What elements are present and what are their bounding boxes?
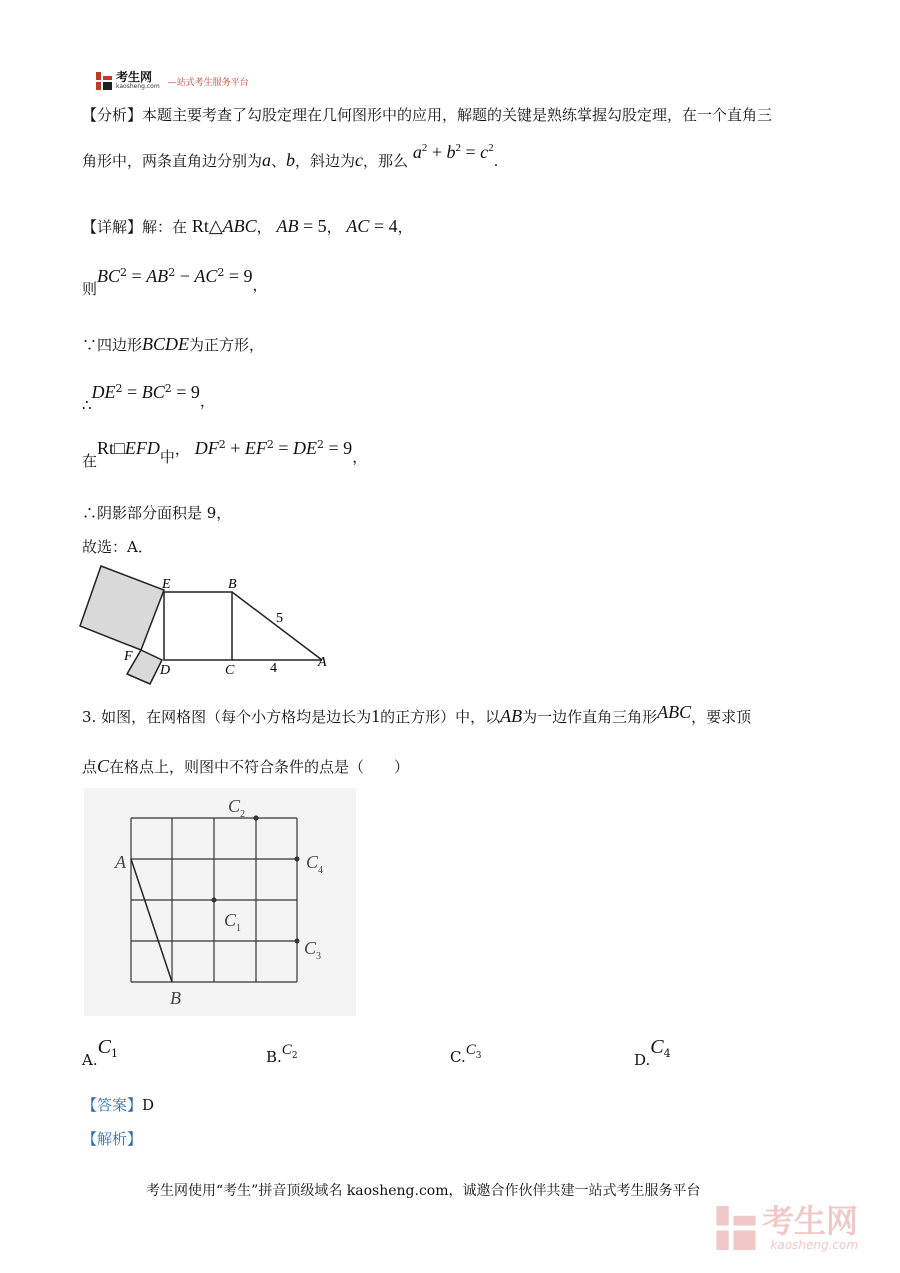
- eq: =: [122, 382, 142, 402]
- option-c[interactable]: [450, 1040, 482, 1066]
- analysis-text-2b: ，斜边为: [295, 152, 356, 170]
- then: 则: [82, 280, 98, 298]
- label-ca-length: 4: [270, 661, 277, 676]
- analysis-text-1: 本题主要考查了勾股定理在几何图形中的应用，解题的关键是熟练掌握勾股定理，在一个直角三: [142, 106, 773, 124]
- option-b[interactable]: [266, 1040, 298, 1066]
- analysis2-tag: 【解析】: [82, 1130, 143, 1148]
- exp: 2: [164, 382, 172, 395]
- period: .: [493, 152, 499, 170]
- label-a: A: [318, 655, 327, 670]
- watermark-words: [762, 1204, 858, 1252]
- minus: −: [175, 266, 195, 286]
- detail-tag: 【详解】: [82, 218, 143, 236]
- side-ab: [232, 592, 322, 660]
- exp: 2: [218, 438, 226, 451]
- point-c4: [295, 857, 300, 862]
- comma: ，: [252, 276, 268, 294]
- option-b-sub: 2: [291, 1051, 298, 1061]
- exp: 2: [488, 142, 494, 154]
- square-bcde: [164, 592, 232, 660]
- grid-label-c4: $C_4$: [306, 852, 324, 876]
- exp: 2: [317, 438, 325, 451]
- var-a: a: [262, 150, 272, 170]
- eq-c: c: [480, 142, 489, 162]
- comma: ，: [174, 440, 190, 458]
- exp: 2: [115, 382, 123, 395]
- q3-text-a: 3. 如图，在网格图（每个小方格均是边长为: [82, 708, 372, 726]
- eq: =: [127, 266, 147, 286]
- grid-label-c3: $C_3$: [304, 938, 322, 962]
- point-c2: [254, 816, 259, 821]
- abc: ABC: [222, 216, 257, 236]
- analysis-text-2c: ，那么: [363, 152, 409, 170]
- detail-line-2: [82, 266, 268, 298]
- footer-text: 考生网使用“考生”拼音顶级域名 kaosheng.com，诚邀合作伙伴共建一站式考生服务平台: [146, 1183, 701, 1199]
- eq-a: a: [412, 142, 422, 162]
- label-c: C: [225, 663, 235, 678]
- comma: ，: [352, 448, 368, 466]
- figure-square-triangle: [78, 562, 340, 692]
- bc: BC: [141, 382, 165, 402]
- detail-line-4: [82, 382, 215, 414]
- grid-label-b: B: [170, 988, 181, 1008]
- option-c-sub: 3: [475, 1051, 482, 1061]
- eq: =: [273, 438, 294, 458]
- q3-text-e: 点: [82, 758, 98, 776]
- option-c-var: C: [465, 1042, 476, 1058]
- ac-val: = 4: [369, 216, 398, 236]
- bc: BC: [97, 266, 121, 286]
- in: 在: [82, 452, 98, 470]
- pythagoras-formula: [413, 142, 494, 162]
- watermark: [716, 1204, 858, 1252]
- comma: ，: [326, 218, 342, 236]
- var-c: c: [355, 150, 364, 170]
- analysis-line-1: [82, 104, 772, 125]
- q3-text-f: 在格点上，则图中不符合条件的点是（ ）: [109, 758, 410, 776]
- ab-val: = 5: [298, 216, 327, 236]
- exp: 2: [217, 266, 225, 279]
- eq-9: = 9: [224, 266, 253, 286]
- grid-figure: [84, 788, 356, 1016]
- watermark-name: 考生网: [762, 1202, 859, 1240]
- label-b: B: [228, 577, 237, 592]
- detail-l1-prefix: 解：在: [142, 218, 188, 236]
- c: C: [97, 756, 110, 776]
- de: DE: [91, 382, 116, 402]
- exp: 2: [455, 142, 461, 154]
- detail-line-1: [82, 216, 413, 237]
- label-e: E: [162, 577, 171, 592]
- ac: AC: [346, 216, 370, 236]
- ac: AC: [194, 266, 218, 286]
- question-3-line-2: [82, 756, 409, 777]
- analysis-text-2a: 角形中，两条直角边分别为: [82, 152, 263, 170]
- ef: EF: [244, 438, 267, 458]
- grid-label-c2: $C_2$: [228, 796, 246, 820]
- eq-9: = 9: [171, 382, 200, 402]
- option-a-var: C: [97, 1036, 111, 1058]
- option-b-var: C: [281, 1042, 292, 1058]
- grid-label-a: A: [115, 852, 126, 872]
- watermark-domain: kaosheng.com: [770, 1238, 859, 1252]
- option-a[interactable]: [82, 1036, 118, 1069]
- detail-line-7: 故选：A．: [82, 538, 153, 556]
- ab: AB: [276, 216, 299, 236]
- label-d: D: [160, 663, 171, 678]
- point-c1: [212, 898, 217, 903]
- grid-label-c1: $C_1$: [224, 910, 242, 934]
- label-ab-length: 5: [276, 611, 283, 626]
- option-a-sub: 1: [110, 1047, 118, 1060]
- bcde: BCDE: [142, 334, 190, 354]
- comma: ，: [256, 218, 272, 236]
- shaded-square-large: [80, 566, 164, 650]
- analysis-tag: 【分析】: [82, 106, 143, 124]
- option-d-letter: D.: [634, 1051, 651, 1069]
- efd: EFD: [124, 438, 160, 458]
- ab: AB: [500, 706, 523, 726]
- label-f: F: [124, 649, 133, 664]
- option-d-var: C: [650, 1036, 664, 1058]
- comma: ，: [249, 336, 265, 354]
- de: DE: [293, 438, 318, 458]
- detail-line-6: ∴阴影部分面积是 9，: [82, 504, 232, 522]
- answer-tag: 【答案】: [82, 1096, 143, 1114]
- point-c3: [295, 939, 300, 944]
- eq-9: = 9: [324, 438, 353, 458]
- analysis-line-2: [82, 142, 499, 171]
- exp: 2: [266, 438, 274, 451]
- q3-text-d: ，要求顶: [691, 708, 752, 726]
- comma: ，: [397, 218, 413, 236]
- q3-text-b: 的正方形）中，以: [380, 708, 501, 726]
- eq-plus: +: [427, 142, 447, 162]
- exp: 2: [421, 142, 428, 154]
- rt: Rt: [191, 216, 209, 236]
- because: ∵: [82, 336, 98, 354]
- logo-domain: kaosheng.com: [116, 83, 160, 90]
- eq-eq: =: [461, 142, 481, 162]
- option-a-letter: A.: [82, 1051, 98, 1069]
- logo-slogan: —站式考生服务平台: [167, 77, 249, 88]
- sep: 、: [271, 152, 287, 170]
- option-c-letter: C.: [450, 1048, 466, 1066]
- detail-line-5: [82, 438, 368, 470]
- exp: 2: [120, 266, 128, 279]
- site-logo: [96, 72, 249, 90]
- box-symbol: □: [114, 438, 125, 458]
- therefore: ∴: [82, 396, 92, 414]
- question-3-line-1: [82, 702, 752, 727]
- middle: 中: [159, 448, 175, 466]
- plus: +: [225, 438, 245, 458]
- logo-words: [116, 72, 160, 90]
- triangle-symbol: △: [208, 216, 223, 236]
- exp: 2: [168, 266, 176, 279]
- rt: Rt: [97, 438, 115, 458]
- answer-line: [82, 1094, 154, 1115]
- comma: ，: [199, 392, 215, 410]
- logo-name: 考生网: [116, 70, 153, 84]
- quadrilateral: 四边形: [97, 336, 143, 354]
- detail-line-3: [82, 334, 264, 355]
- df: DF: [194, 438, 219, 458]
- logo-icon: [96, 72, 112, 90]
- abc: ABC: [657, 702, 692, 722]
- one: 1: [371, 706, 381, 726]
- option-d[interactable]: [634, 1036, 671, 1069]
- q3-text-c: 为一边作直角三角形: [522, 708, 658, 726]
- answer-value: D: [142, 1096, 155, 1114]
- var-b: b: [286, 150, 296, 170]
- option-b-letter: B.: [266, 1048, 282, 1066]
- option-d-sub: 4: [663, 1047, 671, 1060]
- ab: AB: [146, 266, 169, 286]
- is-square: 为正方形: [189, 336, 250, 354]
- watermark-icon: [716, 1206, 756, 1250]
- eq-b: b: [446, 142, 456, 162]
